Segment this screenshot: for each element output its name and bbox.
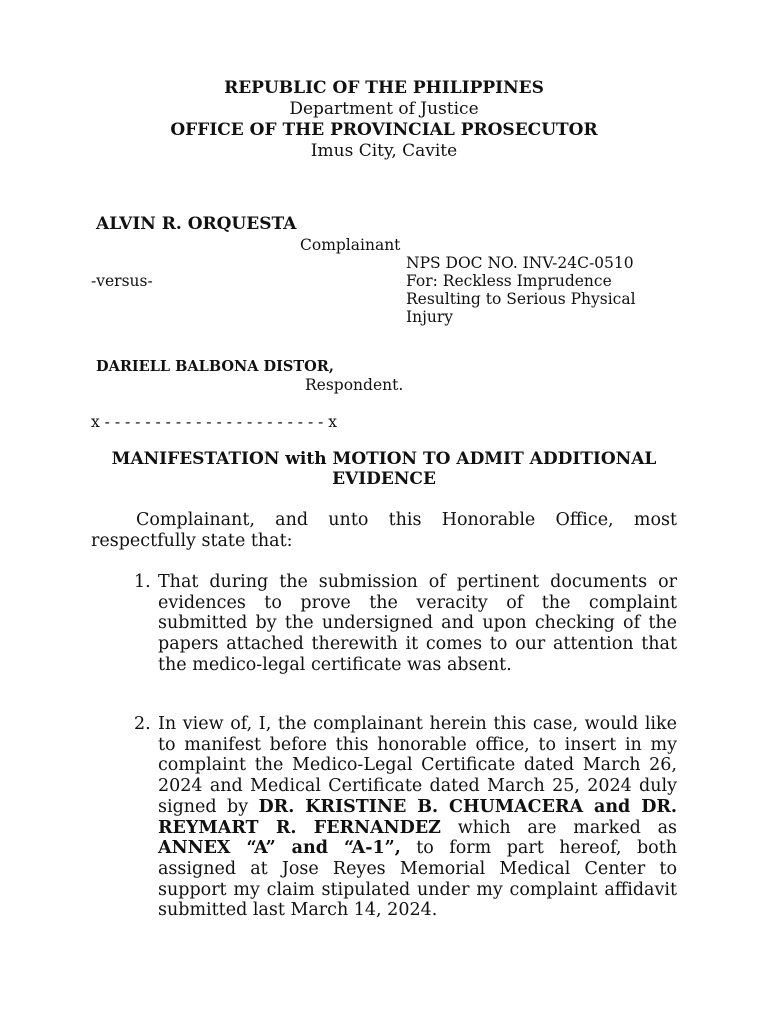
intro-paragraph: Complainant, and unto this Honorable Office, most respectfully state that:	[91, 510, 677, 551]
item-1-number: 1.	[134, 572, 151, 592]
offense-line-3: Injury	[406, 308, 454, 326]
item-2-text-a: In view of, I, the complainant herein this case, would like to manifest before this honorable office, to insert in my complaint the Medico-Legal Certificate dated March 26, 2024 and Medical Certificate dated March 25, 2024 duly signed by	[158, 714, 677, 817]
item-2-text-c: to form part hereof, both assigned at Jose Reyes Memorial Medical Center to support my claim stipulated under my complaint affidavit submitted last March 14, 2024.	[158, 838, 677, 921]
office-heading: OFFICE OF THE PROVINCIAL PROSECUTOR	[170, 120, 598, 140]
doc-number: NPS DOC NO. INV-24C-0510	[406, 254, 634, 272]
item-2-number: 2.	[134, 714, 151, 734]
item-2-annex: ANNEX “A” and “A-1”,	[158, 838, 401, 859]
document-title-line-1: MANIFESTATION with MOTION TO ADMIT ADDITIONAL	[111, 449, 657, 469]
caption-separator: x - - - - - - - - - - - - - - - - - - - - - - x	[91, 413, 338, 431]
document-title-line-2: EVIDENCE	[332, 469, 436, 489]
location-heading: Imus City, Cavite	[310, 141, 458, 161]
versus-label: -versus-	[91, 272, 153, 290]
offense-line-1: For: Reckless Imprudence	[406, 272, 612, 290]
respondent-name: DARIELL BALBONA DISTOR,	[96, 358, 334, 375]
item-1-text: That during the submission of pertinent documents or evidences to prove the veracity of the complaint submitted by the undersigned and upon checking of the papers attached therewith it comes to our attention that the medico-legal certificate was absent.	[158, 572, 677, 675]
offense-line-2: Resulting to Serious Physical	[406, 290, 636, 308]
item-2-text	[158, 714, 677, 921]
item-2-text-b: which are marked as	[440, 817, 677, 838]
respondent-role: Respondent.	[305, 376, 404, 394]
item-2-physicians: DR. KRISTINE B. CHUMACERA and DR. REYMART R. FERNANDEZ	[158, 796, 678, 838]
republic-heading: REPUBLIC OF THE PHILIPPINES	[224, 78, 544, 98]
complainant-name: ALVIN R. ORQUESTA	[96, 214, 297, 234]
department-heading: Department of Justice	[289, 99, 479, 119]
complainant-role: Complainant	[300, 236, 401, 254]
